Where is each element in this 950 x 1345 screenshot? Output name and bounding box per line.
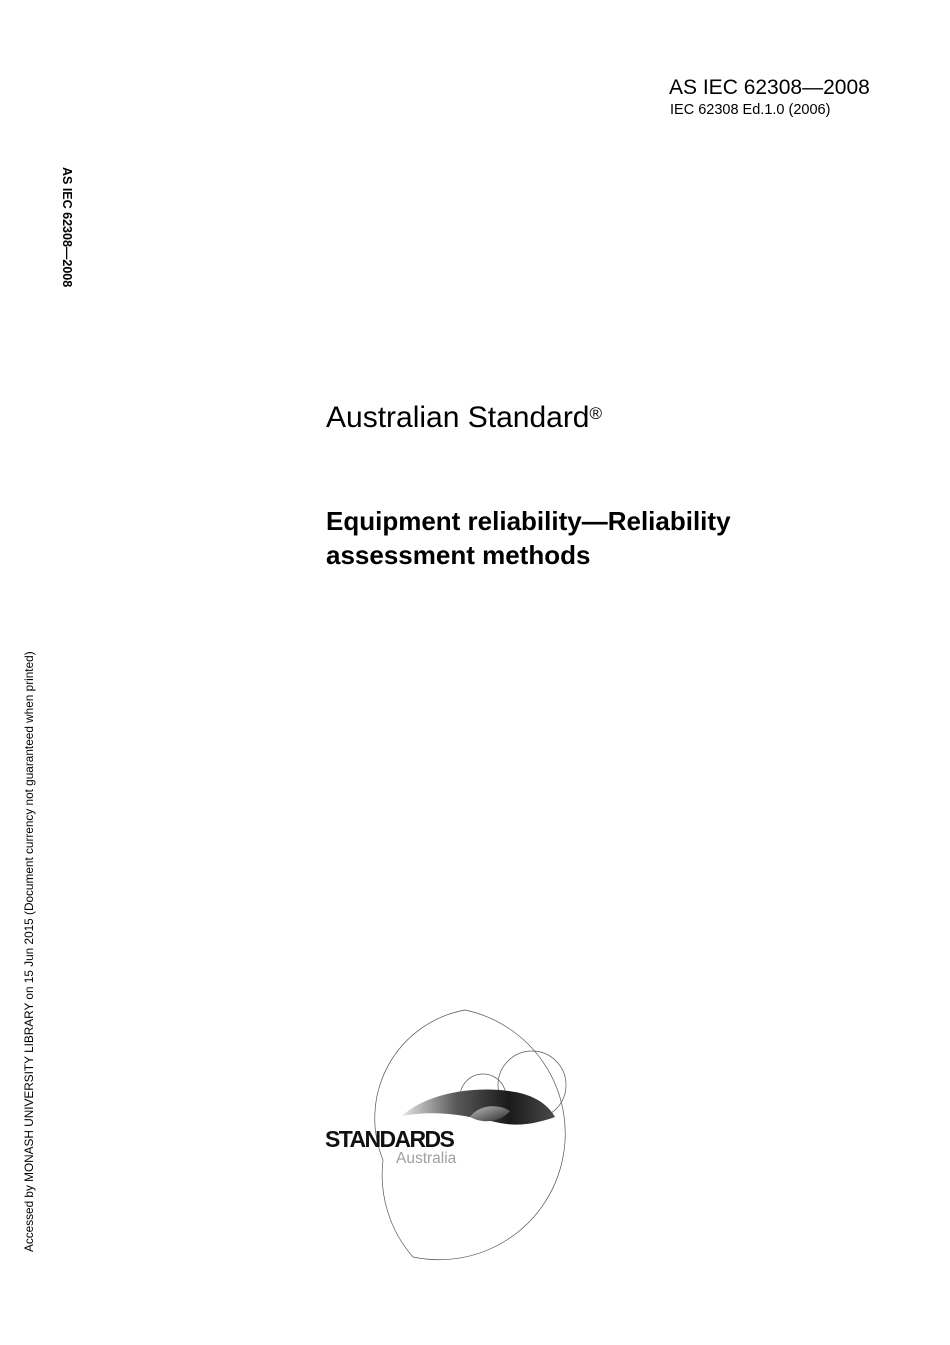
spine-document-number: AS IEC 62308—2008 <box>60 167 74 288</box>
registered-mark: ® <box>589 404 603 423</box>
access-notice: Accessed by MONASH UNIVERSITY LIBRARY on 15 Jun 2015 (Document currency not guaranteed when printed) <box>22 651 36 1252</box>
document-number: AS IEC 62308—2008 <box>669 76 870 99</box>
logo-wordmark: STANDARDS <box>325 1126 454 1152</box>
document-title-line-1: Equipment reliability—Reliability <box>326 506 731 536</box>
document-title-line-2: assessment methods <box>326 540 591 570</box>
logo-subtext: Australia <box>396 1150 457 1167</box>
series-name: Australian Standard <box>326 401 590 434</box>
iec-edition-reference: IEC 62308 Ed.1.0 (2006) <box>670 102 831 118</box>
series-title <box>326 400 602 436</box>
document-title <box>326 504 846 572</box>
standards-australia-logo <box>320 1005 585 1265</box>
